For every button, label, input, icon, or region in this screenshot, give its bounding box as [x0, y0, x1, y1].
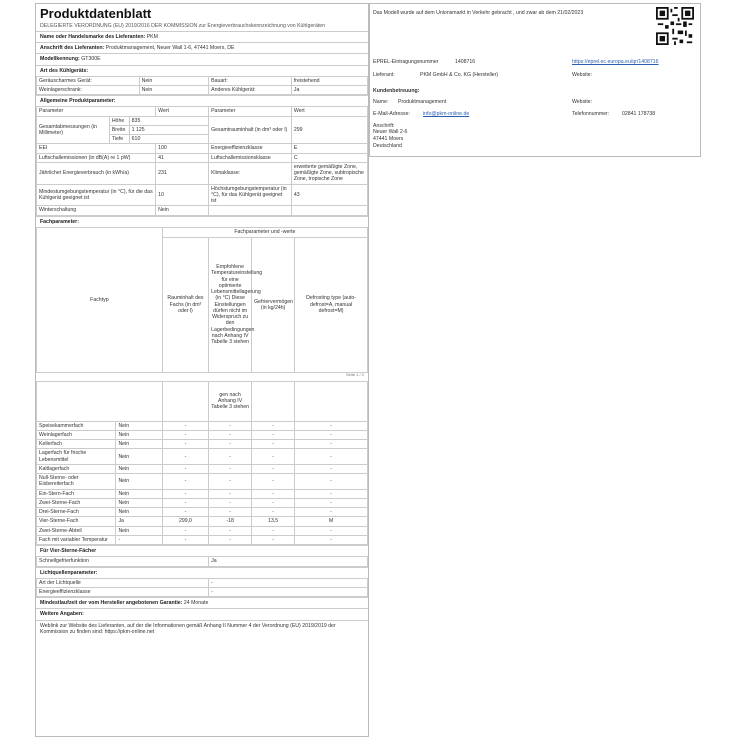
dim-name: Tiefe [109, 135, 129, 144]
light-class-label: Energieeffizienzklasse [37, 587, 209, 596]
compartment-name: Ein-Stern-Fach [37, 489, 116, 498]
general-label: Luftschallemissionsklasse [209, 153, 292, 162]
dim-name: Höhe [109, 116, 129, 125]
compartment-name: Null-Sterne- oder Eisbereiterfach [37, 474, 116, 489]
compartment-temp: - [209, 474, 252, 489]
general-label: Luftschallemissionen (in dB(A) re 1 pW) [37, 153, 156, 162]
compartment-row [37, 430, 368, 439]
compartment-freeze: - [252, 508, 295, 517]
compartment-row [37, 489, 368, 498]
compartment-present: Nein [116, 474, 162, 489]
appliance-label: Anderes Kühlgerät: [209, 86, 292, 95]
compartment-name: Vier-Sterne-Fach [37, 517, 116, 526]
volume-value: 299 [291, 116, 367, 144]
product-data-sheet [35, 3, 369, 737]
compartment-present: Ja [116, 517, 162, 526]
compartment-present: Nein [116, 508, 162, 517]
compartment-name: Speisekammerfach [37, 421, 116, 430]
address-label: Anschrift: [373, 123, 395, 129]
page-note: Seite 1 / 2 [345, 371, 364, 377]
compartment-freeze: 13,5 [252, 517, 295, 526]
compartment-temp: - [209, 498, 252, 507]
supplier-info-panel [369, 3, 701, 157]
general-label: EEI [37, 144, 156, 153]
general-value: Nein [156, 206, 209, 215]
general-row [37, 144, 368, 153]
compartment-row [37, 464, 368, 473]
compartment-temp: - [209, 526, 252, 535]
general-value: erweiterte gemäßigte Zone, gemäßigte Zone, subtropische Zone, tropische Zone [291, 162, 367, 184]
compartment-row [37, 421, 368, 430]
light-table [36, 578, 368, 597]
supplier-label: Lieferant: [373, 72, 395, 78]
compartment-freeze: - [252, 535, 295, 544]
continued-blank [162, 381, 208, 421]
gen-header-3: Parameter [209, 107, 292, 116]
comp-volume-header: Rauminhalt des Fachs (in dm³ oder l) [162, 237, 208, 372]
eprel-label: EPREL-Eintragungsnummer [373, 59, 439, 65]
general-value: 10 [156, 184, 209, 206]
compartment-row [37, 526, 368, 535]
compartment-freeze: - [252, 489, 295, 498]
continued-blank [295, 381, 368, 421]
compartment-freeze: - [252, 464, 295, 473]
comp-type-header: Fachtyp [37, 227, 163, 372]
fast-freeze-label: Schnellgefrierfunktion [37, 557, 209, 566]
compartment-volume: - [162, 489, 208, 498]
compartment-volume: - [162, 421, 208, 430]
general-row [37, 206, 368, 215]
compartment-temp: - [209, 508, 252, 517]
supplier-name-row [36, 31, 368, 42]
compartment-present: Nein [116, 440, 162, 449]
compartment-temp: - [209, 421, 252, 430]
general-label: Höchstumgebungstemperatur (in °C), für das Kühlgerät geeignet ist [209, 184, 292, 206]
appliance-type-table [36, 76, 368, 95]
supplier-address-value: Produktmanagement, Neuer Wall 1-6, 47441 Moers, DE [105, 45, 235, 52]
compartment-name: Zwei-Sterne-Abteil [37, 526, 116, 535]
compartment-defrost: - [295, 449, 368, 464]
dim-value: 610 [129, 135, 208, 144]
compartment-row [37, 474, 368, 489]
compartment-present: Nein [116, 464, 162, 473]
gen-header-1: Parameter [37, 107, 156, 116]
appliance-value: Nein [139, 86, 209, 95]
compartment-volume: - [162, 464, 208, 473]
dim-value: 835 [129, 116, 208, 125]
market-notice: Das Modell wurde auf dem Unionsmarkt in Verkehr gebracht , und zwar ab dem 21/02/2023 [373, 10, 584, 16]
compartment-defrost: - [295, 498, 368, 507]
phone-label: Telefonnummer: [572, 111, 610, 117]
compartment-defrost: - [295, 421, 368, 430]
four-star-heading: Für Vier-Sterne-Fächer [36, 545, 368, 556]
general-params-heading: Allgemeine Produktparameter: [36, 95, 368, 106]
volume-label: Gesamtrauminhalt (in dm³ oder l) [209, 116, 292, 144]
eprel-number: 1408716 [455, 59, 476, 65]
compartment-defrost: - [295, 474, 368, 489]
warranty-row [36, 597, 368, 608]
compartment-volume: - [162, 449, 208, 464]
dims-label: Gesamtabmessungen (in Millimeter) [37, 116, 110, 144]
compartment-present: Nein [116, 526, 162, 535]
compartment-temp: -18 [209, 517, 252, 526]
compartment-present: - [116, 535, 162, 544]
general-value: C [291, 153, 367, 162]
supplier-value: PKM GmbH & Co. KG (Hersteller) [420, 72, 499, 78]
appliance-label: Geräuscharmes Gerät: [37, 76, 140, 85]
compartment-volume: - [162, 440, 208, 449]
comp-group-header: Fachparameter und -werte [162, 227, 367, 237]
name-value: Produktmanagement [398, 99, 447, 105]
compartment-row [37, 517, 368, 526]
four-star-table [36, 556, 368, 566]
light-type-label: Art der Lichtquelle [37, 578, 209, 587]
compartment-volume: - [162, 498, 208, 507]
compartment-volume: - [162, 526, 208, 535]
compartment-name: Drei-Sterne-Fach [37, 508, 116, 517]
compartment-table [36, 381, 368, 545]
appliance-label: Weinlagerschrank: [37, 86, 140, 95]
compartment-row [37, 498, 368, 507]
compartment-freeze: - [252, 430, 295, 439]
compartment-row [37, 508, 368, 517]
email-link[interactable]: info@pkm-online.de [423, 111, 470, 117]
general-value: 41 [156, 153, 209, 162]
light-type-value: - [209, 578, 368, 587]
compartment-row [37, 440, 368, 449]
compartment-present: Nein [116, 489, 162, 498]
compartment-volume: - [162, 474, 208, 489]
compartment-present: Nein [116, 449, 162, 464]
compartment-defrost: - [295, 430, 368, 439]
compartment-temp: - [209, 489, 252, 498]
website-label: Website: [572, 72, 593, 78]
appliance-value: Ja [291, 86, 367, 95]
general-value: 100 [156, 144, 209, 153]
comp-defrost-header: Defrosting type (auto-defrost=A, manual defrost=M) [295, 237, 368, 372]
supplier-address-label: Anschrift des Lieferanten: [40, 45, 105, 52]
compartment-name: Fach mit variabler Temperatur [37, 535, 116, 544]
sheet-title: Produktdatenblatt [40, 6, 152, 21]
compartment-volume: - [162, 430, 208, 439]
compartment-name: Zwei-Sterne-Fach [37, 498, 116, 507]
supplier-address-row [36, 42, 368, 53]
compartment-temp: - [209, 430, 252, 439]
warranty-label: Mindestlaufzeit der vom Hersteller angebotenen Garantie: [40, 600, 183, 607]
general-label: Mindestumgebungstemperatur (in °C), für die das Kühlgerät geeignet ist [37, 184, 156, 206]
compartment-freeze: - [252, 421, 295, 430]
comp-temp-header-cont: gen nach Anhang IV Tabelle 3 stehen [209, 381, 252, 421]
compartment-row [37, 535, 368, 544]
general-label: Klimaklasse: [209, 162, 292, 184]
comp-temp-header: Empfohlene Temperatureinstellung für eine optimierte Lebensmittellagerung (in °C) Diese Einstellungen dürfen nicht im Widerspruch zu den Lagerbedingungen nach Anhang IV Tabelle 3 stehen [209, 237, 252, 372]
model-label: Modellkennung: [40, 56, 80, 63]
general-label: Jährlicher Energieverbrauch (in kWh/a) [37, 162, 156, 184]
gen-header-2: Wert [156, 107, 209, 116]
compartment-name: Lagerfach für frische Lebensmittel [37, 449, 116, 464]
general-label: Winterschaltung [37, 206, 156, 215]
supplier-name-label: Name oder Handelsmarke des Lieferanten: [40, 33, 146, 40]
compartment-defrost: - [295, 526, 368, 535]
compartment-freeze: - [252, 526, 295, 535]
compartment-name: Kellerfach [37, 440, 116, 449]
compartment-freeze: - [252, 440, 295, 449]
compartment-row [37, 449, 368, 464]
light-heading: Lichtquellenparameter: [36, 567, 368, 578]
compartment-temp: - [209, 440, 252, 449]
more-info-heading: Weitere Angaben: [36, 608, 368, 619]
appliance-row [37, 76, 368, 85]
email-label: E-Mail-Adresse: [373, 111, 410, 117]
appliance-type-heading: Art des Kühlgeräts: [36, 65, 368, 76]
eprel-link[interactable]: https://eprel.ec.europa.eu/qr/1408716 [572, 59, 659, 65]
compartment-defrost: - [295, 440, 368, 449]
general-row [37, 162, 368, 184]
compartment-defrost: - [295, 489, 368, 498]
compartment-volume: 299,0 [162, 517, 208, 526]
compartment-volume: - [162, 508, 208, 517]
compartment-present: Nein [116, 421, 162, 430]
compartment-defrost: M [295, 517, 368, 526]
phone-value: 02841 178738 [622, 111, 656, 117]
fast-freeze-value: Ja [209, 557, 368, 566]
address-line: 47441 Moers [373, 136, 404, 142]
compartment-temp: - [209, 464, 252, 473]
general-row [37, 184, 368, 206]
model-row [36, 53, 368, 64]
compartment-volume: - [162, 535, 208, 544]
general-value: 43 [291, 184, 367, 206]
general-row [37, 153, 368, 162]
general-value [291, 206, 367, 215]
continued-blank [37, 381, 163, 421]
general-label: Energieeffizienzklasse [209, 144, 292, 153]
compartment-freeze: - [252, 498, 295, 507]
compartment-temp: - [209, 449, 252, 464]
compartment-heading: Fachparameter: [36, 216, 368, 227]
compartment-name: Weinlagerfach [37, 430, 116, 439]
continued-blank [252, 381, 295, 421]
compartment-name: Kaltlagerfach [37, 464, 116, 473]
dim-name: Breite [109, 125, 129, 134]
appliance-row [37, 86, 368, 95]
general-value: 231 [156, 162, 209, 184]
appliance-value: Nein [139, 76, 209, 85]
compartment-freeze: - [252, 474, 295, 489]
regulation-text: DELEGIERTE VERORDNUNG (EU) 2019/2016 DER KOMMISSION zur Energieverbrauchskennzeichnung von Kühlgeräten [40, 22, 326, 29]
address-line: Deutschland [373, 143, 402, 149]
compartment-present: Nein [116, 498, 162, 507]
appliance-label: Bauart: [209, 76, 292, 85]
compartment-present: Nein [116, 430, 162, 439]
general-label [209, 206, 292, 215]
supplier-name-value: PKM [146, 33, 158, 40]
compartment-temp: - [209, 535, 252, 544]
comp-freeze-header: Gefriervermögen (in kg/24h) [252, 237, 295, 372]
compartment-defrost: - [295, 535, 368, 544]
general-value: E [291, 144, 367, 153]
website-label-2: Website: [572, 99, 593, 105]
qr-code-icon[interactable] [656, 7, 694, 45]
compartment-defrost: - [295, 464, 368, 473]
compartment-freeze: - [252, 449, 295, 464]
dim-value: 1 125 [129, 125, 208, 134]
more-info-text: Weblink zur Website des Lieferanten, auf der die Informationen gemäß Anhang II Nummer 4 der Verordnung (EU) 2019/2019 der Kommission zu finden sind: https://pkm-online.net [36, 620, 368, 637]
light-class-value: - [209, 587, 368, 596]
address-line: Neuer Wall 2-6 [373, 129, 408, 135]
warranty-value: 24 Monate [183, 600, 209, 607]
gen-header-4: Wert [291, 107, 367, 116]
name-label: Name: [373, 99, 389, 105]
compartment-defrost: - [295, 508, 368, 517]
model-value: GT300E [81, 56, 101, 63]
support-label: Kundenbetreuung: [373, 88, 420, 94]
general-params-table [36, 106, 368, 215]
appliance-value: freistehend [291, 76, 367, 85]
compartment-header-table [36, 227, 368, 373]
